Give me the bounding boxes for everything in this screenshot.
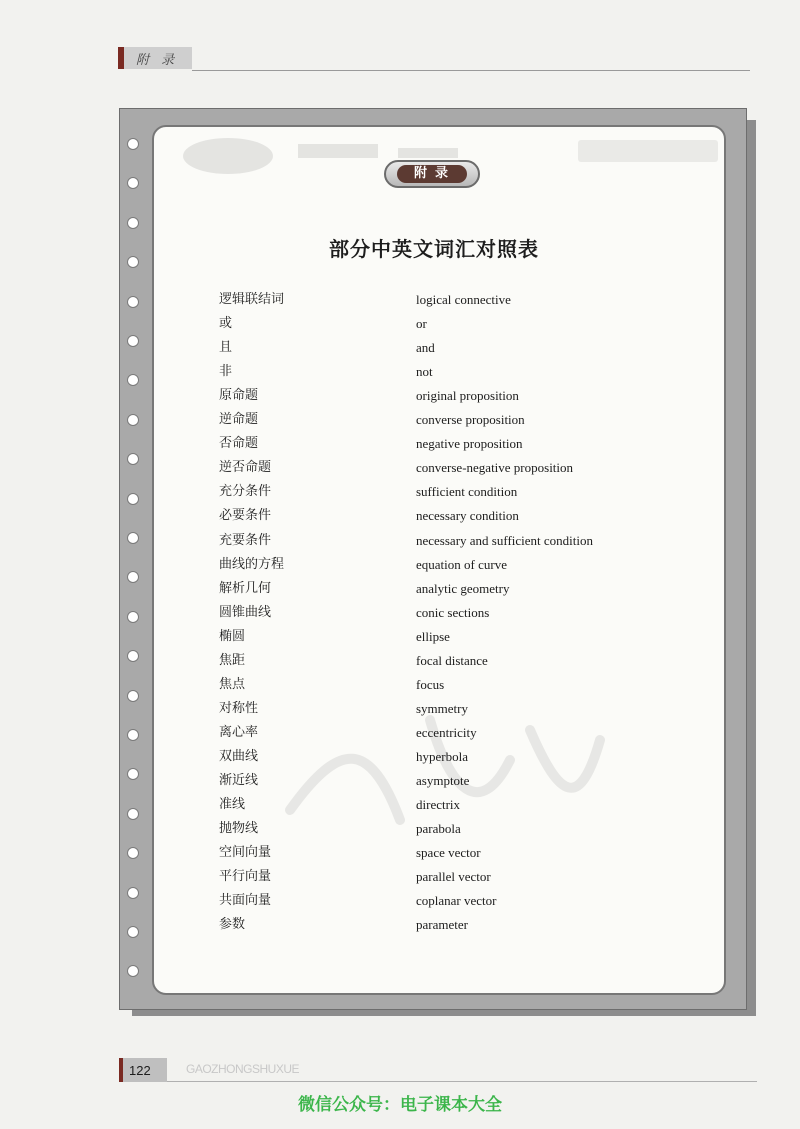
glossary-term-zh: 或: [219, 316, 233, 332]
glossary-term-en: space vector: [416, 845, 481, 861]
glossary-term-zh: 双曲线: [219, 748, 259, 764]
glossary-term-zh: 离心率: [219, 724, 259, 740]
glossary-row: [0, 360, 800, 384]
appendix-badge-label: 附录: [397, 165, 467, 183]
glossary-row: [0, 504, 800, 528]
glossary-term-zh: 圆锥曲线: [219, 604, 272, 620]
appendix-badge: [384, 160, 480, 188]
glossary-row: [0, 697, 800, 721]
running-footer: GAOZHONGSHUXUE: [186, 1062, 300, 1076]
glossary-row: [0, 745, 800, 769]
glossary-term-en: ellipse: [416, 628, 450, 644]
binder-ring-icon: [127, 217, 139, 229]
glossary-row: [0, 553, 800, 577]
glossary-term-en: symmetry: [416, 700, 468, 716]
glossary-term-en: necessary and sufficient condition: [416, 532, 594, 548]
glossary-row: [0, 384, 800, 408]
glossary-row: [0, 456, 800, 480]
page-number-text: 122: [129, 1062, 151, 1078]
glossary-term-en: negative proposition: [416, 436, 523, 452]
glossary-term-zh: 焦点: [219, 676, 246, 692]
glossary-term-en: converse-negative proposition: [416, 460, 574, 476]
glossary-row: [0, 841, 800, 865]
glossary-row: [0, 336, 800, 360]
glossary-row: [0, 865, 800, 889]
glossary-term-en: original proposition: [416, 388, 519, 404]
glossary-row: [0, 312, 800, 336]
glossary-term-en: and: [416, 340, 435, 356]
glossary-term-en: asymptote: [416, 773, 470, 788]
glossary-row: [0, 673, 800, 697]
glossary-term-en: sufficient condition: [416, 484, 518, 500]
glossary-term-zh: 焦距: [219, 652, 246, 668]
glossary-term-en: parallel vector: [416, 869, 491, 885]
glossary-term-zh: 且: [219, 340, 233, 356]
glossary-term-en: parameter: [416, 917, 468, 933]
glossary-term-zh: 必要条件: [219, 508, 272, 524]
footer-rule: [167, 1081, 757, 1082]
section-label: 附 录: [136, 52, 179, 68]
glossary-term-zh: 渐近线: [219, 773, 259, 788]
glossary-term-zh: 共面向量: [219, 893, 272, 909]
glossary-row: [0, 817, 800, 841]
glossary-row: [0, 601, 800, 625]
section-tab: [118, 47, 192, 69]
glossary-row: [0, 889, 800, 913]
page-title: 部分中英文词汇对照表: [329, 237, 539, 261]
glossary-term-zh: 准线: [219, 797, 246, 813]
glossary-row: [0, 649, 800, 673]
glossary-term-zh: 对称性: [219, 700, 259, 716]
ghost-decoration-bar: [578, 140, 718, 162]
glossary-term-en: parabola: [416, 821, 461, 837]
glossary-term-en: coplanar vector: [416, 893, 497, 909]
glossary-term-en: converse proposition: [416, 412, 525, 428]
header-rule: [192, 70, 750, 71]
glossary-term-zh: 逻辑联结词: [219, 292, 285, 307]
glossary-term-zh: 平行向量: [219, 869, 272, 885]
glossary-term-en: analytic geometry: [416, 580, 510, 596]
ghost-decoration-art: [178, 132, 558, 178]
glossary-row: [0, 529, 800, 553]
glossary-row: [0, 480, 800, 504]
glossary-term-en: not: [416, 364, 433, 380]
glossary-term-zh: 解析几何: [219, 580, 272, 596]
glossary-row: [0, 769, 800, 793]
glossary-term-zh: 空间向量: [219, 845, 272, 861]
glossary-term-zh: 椭圆: [219, 628, 246, 644]
glossary-term-zh: 充要条件: [219, 532, 272, 548]
glossary-term-zh: 否命题: [219, 436, 259, 452]
glossary-term-en: focus: [416, 676, 445, 692]
glossary-term-en: conic sections: [416, 604, 490, 620]
glossary-term-en: necessary condition: [416, 508, 519, 524]
glossary-term-zh: 参数: [219, 917, 246, 933]
glossary-row: [0, 625, 800, 649]
glossary-row: [0, 408, 800, 432]
glossary-term-zh: 非: [219, 364, 233, 380]
page-number: [119, 1058, 167, 1082]
glossary-term-zh: 充分条件: [219, 484, 272, 500]
glossary-term-en: equation of curve: [416, 556, 507, 572]
glossary-term-en: logical connective: [416, 292, 511, 307]
glossary-term-zh: 曲线的方程: [219, 556, 285, 572]
glossary-row: [0, 721, 800, 745]
glossary-term-en: directrix: [416, 797, 461, 813]
glossary-term-zh: 抛物线: [219, 821, 259, 837]
glossary-term-en: hyperbola: [416, 748, 468, 764]
glossary-row: [0, 913, 800, 937]
glossary-row: [0, 577, 800, 601]
glossary-term-zh: 原命题: [219, 388, 259, 404]
glossary-term-en: or: [416, 316, 427, 332]
glossary-row: [0, 793, 800, 817]
glossary-term-en: focal distance: [416, 652, 488, 668]
glossary-row: [0, 288, 800, 312]
glossary-term-zh: 逆命题: [219, 412, 259, 428]
glossary-term-zh: 逆否命题: [219, 460, 272, 476]
glossary-term-en: eccentricity: [416, 724, 477, 740]
glossary-row: [0, 432, 800, 456]
wechat-notice: 微信公众号：电子课本大全: [298, 1095, 502, 1115]
binder-ring-icon: [127, 138, 139, 150]
